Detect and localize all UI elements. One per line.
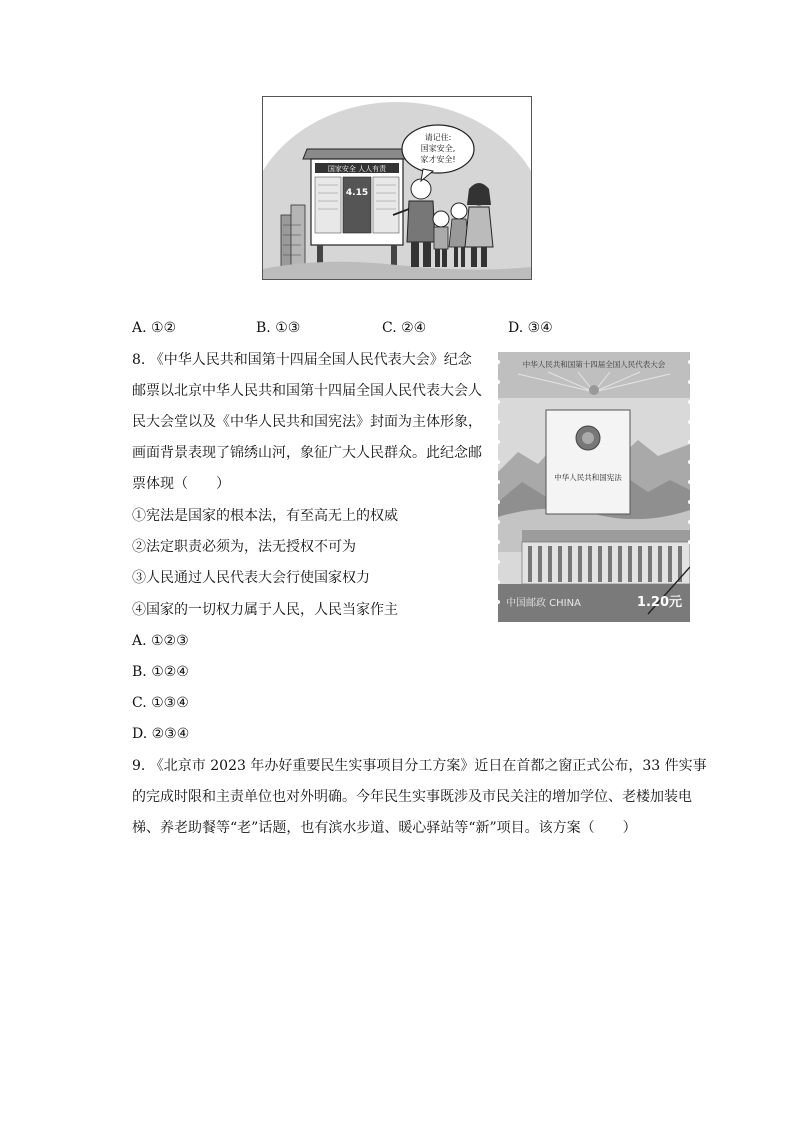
stamp-postage: 中国邮政 CHINA xyxy=(506,598,581,609)
q7-option-c[interactable]: C. ②④ xyxy=(382,320,427,336)
bubble-line-1: 请记住: xyxy=(424,133,452,142)
q8-statement-1: ①宪法是国家的根本法，有至高无上的权威 xyxy=(132,508,398,524)
bubble-line-2: 国家安全, xyxy=(420,144,456,153)
q8-option-c[interactable]: C. ①③④ xyxy=(132,695,189,711)
q7-option-d[interactable]: D. ③④ xyxy=(508,320,553,336)
stamp-top-text: 中华人民共和国第十四届全国人民代表大会 xyxy=(522,360,666,369)
q9-stem-line-2: 的完成时限和主责单位也对外明确。今年民生实事既涉及市民关注的增加学位、老楼加装电 xyxy=(132,789,692,805)
q8-stem-line-2: 邮票以北京中华人民共和国第十四届全国人民代表大会人 xyxy=(132,383,482,399)
stamp-value: 1.20元 xyxy=(636,595,682,610)
q7-option-b[interactable]: B. ①③ xyxy=(256,320,301,336)
q8-statement-2: ②法定职责必须为，法无授权不可为 xyxy=(132,539,356,555)
q8-option-a[interactable]: A. ①②③ xyxy=(132,633,189,649)
poster-date: 4.15 xyxy=(345,188,369,198)
bubble-line-3: 家才安全! xyxy=(420,155,456,164)
q8-stem-line-5: 票体现（ ） xyxy=(132,476,230,492)
q8-option-d[interactable]: D. ②③④ xyxy=(132,726,190,742)
q8-stem-line-4: 画面背景表现了锦绣山河，象征广大人民群众。此纪念邮 xyxy=(132,445,482,461)
q9-stem-line-3: 梯、养老助餐等“老”话题，也有滨水步道、暖心驿站等“新”项目。该方案（ ） xyxy=(132,820,637,836)
stamp-book-title: 中华人民共和国宪法 xyxy=(554,473,622,482)
q9-stem-line-1: 9. 《北京市 2023 年办好重要民生实事项目分工方案》近日在首都之窗正式公布，33 件实事 xyxy=(132,758,707,774)
board-header: 国家安全 人人有责 xyxy=(327,165,387,173)
q7-option-a[interactable]: A. ①② xyxy=(132,320,177,336)
q8-stem-line-3: 民大会堂以及《中华人民共和国宪法》封面为主体形象， xyxy=(132,414,482,430)
national-security-cartoon xyxy=(262,96,532,280)
commemorative-stamp xyxy=(498,352,690,622)
q8-option-b[interactable]: B. ①②④ xyxy=(132,664,189,680)
q8-statement-4: ④国家的一切权力属于人民，人民当家作主 xyxy=(132,602,398,618)
q8-statement-3: ③人民通过人民代表大会行使国家权力 xyxy=(132,570,370,586)
q8-stem-line-1: 8. 《中华人民共和国第十四届全国人民代表大会》纪念 xyxy=(132,352,472,368)
